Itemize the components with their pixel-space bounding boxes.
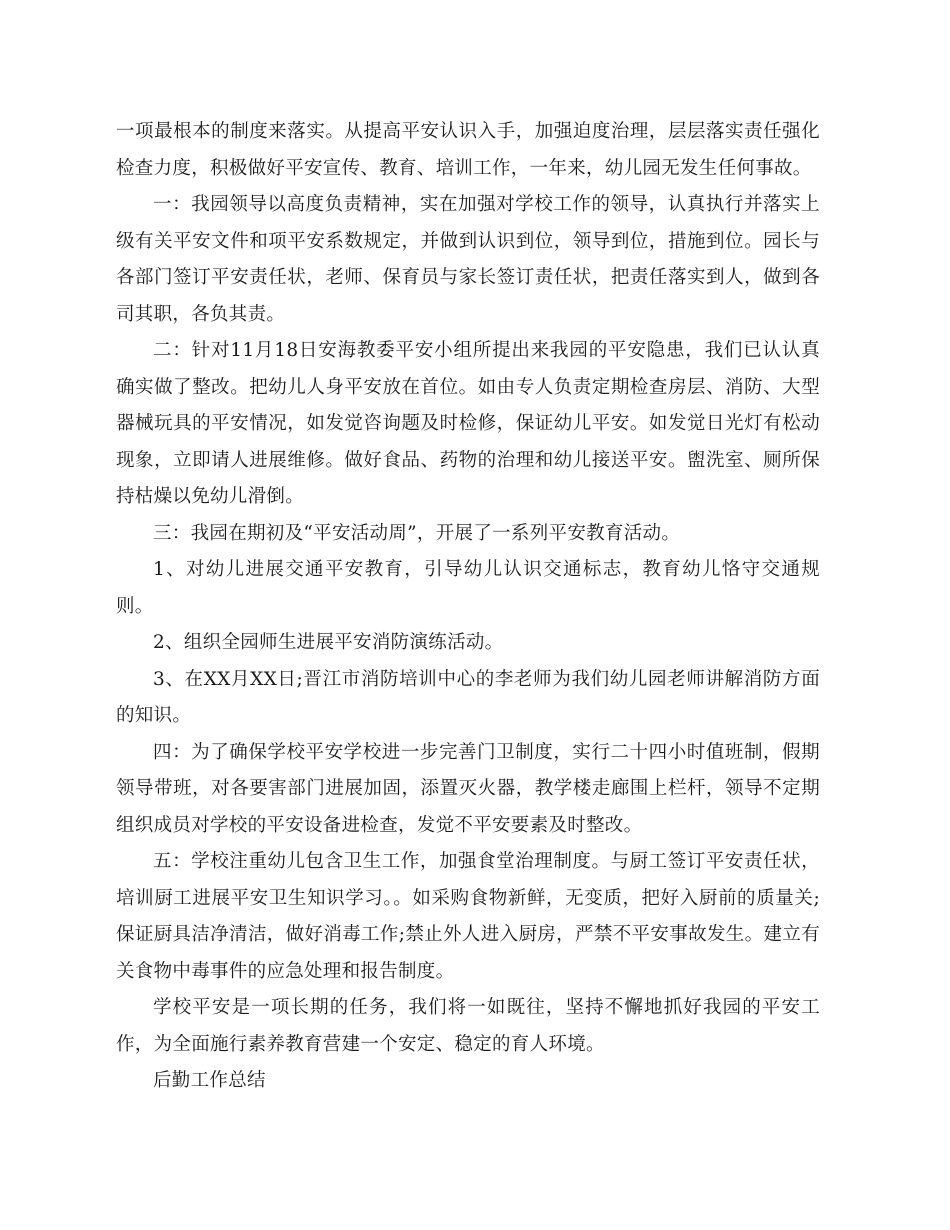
- section-heading: 后勤工作总结: [153, 1070, 266, 1091]
- document-body: [116, 114, 820, 1100]
- paragraph-section-4: 四：为了确保学校平安学校进一步完善门卫制度，实行二十四小时值班制，假期领导带班，对各要害部门进展加固，添置灭火器，教学楼走廊围上栏杆，领导不定期组织成员对学校的平安设备进检查，发觉不平安要素及时整改。: [116, 741, 820, 836]
- paragraph-intro: 一项最根本的制度来落实。从提高平安认识入手，加强迫度治理，层层落实责任强化检查力度，积极做好平安宣传、教育、培训工作，一年来，幼儿园无发生任何事故。: [116, 121, 820, 179]
- paragraph-section-5: 五：学校注重幼儿包含卫生工作，加强食堂治理制度。与厨工签订平安责任状，培训厨工进展平安卫生知识学习。。如采购食物新鲜，无变质，把好入厨前的质量关;保证厨具洁净清洁，做好消毒工作;禁止外人进入厨房，严禁不平安事故发生。建立有关食物中毒事件的应急处理和报告制度。: [116, 851, 820, 982]
- paragraph-item-3: 3、在XX月XX日;晋江市消防培训中心的李老师为我们幼儿园老师讲解消防方面的知识。: [116, 668, 820, 726]
- paragraph-section-1: 一：我园领导以高度负责精神，实在加强对学校工作的领导，认真执行并落实上级有关平安文件和项平安系数规定，并做到认识到位，领导到位，措施到位。园长与各部门签订平安责任状，老师、保育员与家长签订责任状，把责任落实到人，做到各司其职，各负其责。: [116, 194, 820, 325]
- paragraph-item-2: 2、组织全园师生进展平安消防演练活动。: [153, 632, 504, 653]
- paragraph-section-3: 三：我园在期初及“平安活动周”，开展了一系列平安教育活动。: [153, 522, 681, 544]
- paragraph-section-2: 二：针对11月18日安海教委平安小组所提出来我园的平安隐患，我们已认认真确实做了整改。把幼儿人身平安放在首位。如由专人负责定期检查房层、消防、大型器械玩具的平安情况，如发觉咨询题及时检修，保证幼儿平安。如发觉日光灯有松动现象，立即请人进展维修。做好食品、药物的治理和幼儿接送平安。盥洗室、厕所保持枯燥以免幼儿滑倒。: [116, 340, 820, 507]
- paragraph-item-1: 1、对幼儿进展交通平安教育，引导幼儿认识交通标志，教育幼儿恪守交通规则。: [116, 559, 820, 617]
- paragraph-conclusion: 学校平安是一项长期的任务，我们将一如既往，坚持不懈地抓好我园的平安工作，为全面施行素养教育营建一个安定、稳定的育人环境。: [116, 997, 820, 1055]
